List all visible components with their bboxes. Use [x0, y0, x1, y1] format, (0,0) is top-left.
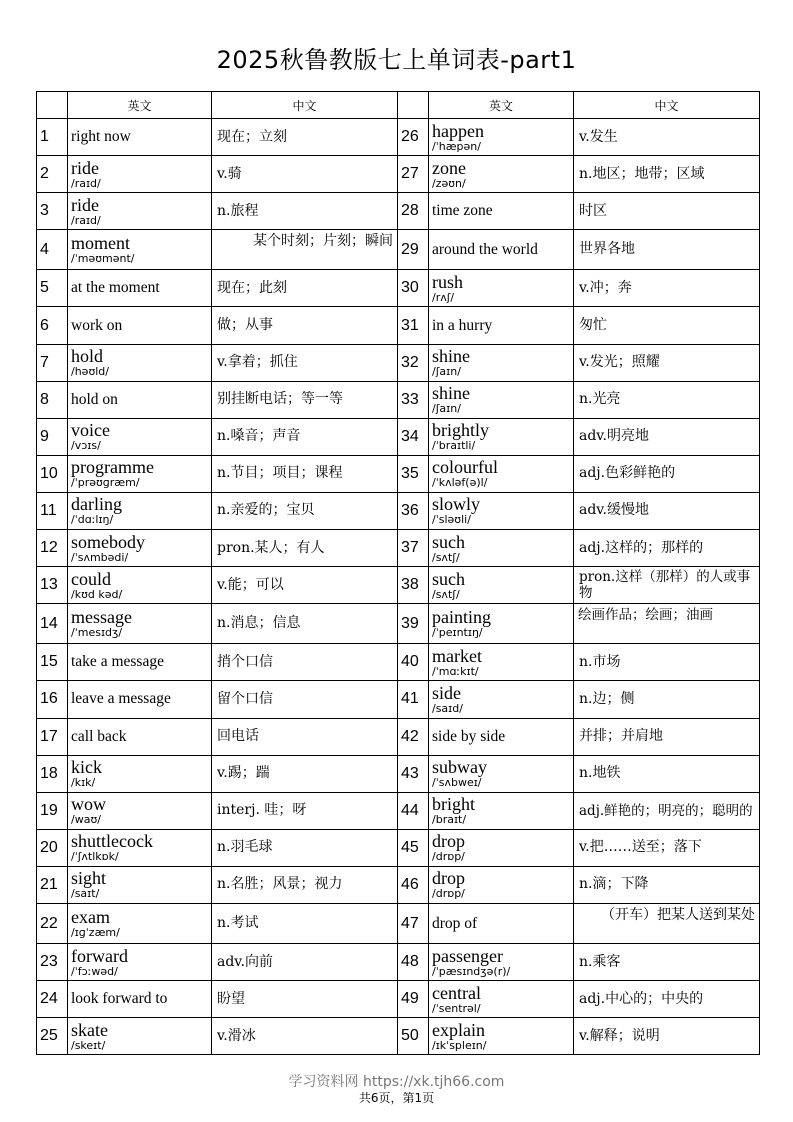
left-chinese-cell: 现在；此刻	[212, 270, 398, 307]
right-chinese-cell: adj.鲜艳的；明亮的；聪明的	[574, 792, 760, 829]
right-english-cell	[429, 755, 574, 792]
row-number-right: 31	[398, 307, 429, 344]
english-word: ride	[71, 157, 99, 178]
english-word: colourful	[432, 457, 498, 478]
left-chinese-cell: 捎个口信	[212, 644, 398, 681]
table-row	[37, 604, 760, 644]
row-number-right: 29	[398, 230, 429, 270]
english-word: around the world	[432, 240, 538, 258]
phonetic: /ˈsentrəl/	[432, 1001, 481, 1015]
right-english-cell	[429, 866, 574, 903]
table-body	[37, 119, 760, 1055]
row-number-right: 39	[398, 604, 429, 644]
phonetic: /ˈmɑːkɪt/	[432, 664, 479, 678]
right-chinese-cell: n.边；侧	[574, 681, 760, 718]
phonetic: /waʊ/	[71, 813, 101, 827]
header-chinese-left: 中文	[212, 92, 398, 119]
right-chinese-cell: adj.色彩鲜艳的	[574, 455, 760, 492]
english-word: message	[71, 607, 132, 628]
row-number-right: 37	[398, 530, 429, 567]
table-row	[37, 829, 760, 866]
english-word: leave a message	[71, 690, 171, 708]
right-chinese-cell: v.发生	[574, 119, 760, 156]
english-word: hold on	[71, 390, 118, 408]
row-number-right: 43	[398, 755, 429, 792]
row-number-right: 49	[398, 981, 429, 1018]
english-word: shine	[432, 346, 470, 367]
english-word: zone	[432, 157, 466, 178]
phonetic: /raɪd/	[71, 176, 101, 190]
row-number-right: 33	[398, 381, 429, 418]
table-header-row	[37, 92, 760, 119]
left-english-cell	[68, 307, 212, 344]
right-chinese-cell: adj.中心的；中央的	[574, 981, 760, 1018]
table-row	[37, 119, 760, 156]
english-word: wow	[71, 794, 106, 815]
left-english-cell	[68, 866, 212, 903]
table-row	[37, 418, 760, 455]
row-number-left: 3	[37, 193, 68, 230]
right-english-cell	[429, 492, 574, 529]
english-word: forward	[71, 945, 128, 966]
row-number-right: 35	[398, 455, 429, 492]
english-word: side	[432, 682, 461, 703]
table-row	[37, 307, 760, 344]
phonetic: /ˈsʌmbədi/	[71, 550, 129, 564]
english-word: shuttlecock	[71, 831, 153, 852]
left-chinese-cell: n.名胜；风景；视力	[212, 866, 398, 903]
english-word: painting	[432, 607, 491, 628]
table-row	[37, 156, 760, 193]
left-chinese-cell: v.拿着；抓住	[212, 344, 398, 381]
left-chinese-cell: n.节目；项目；课程	[212, 455, 398, 492]
left-english-cell	[68, 193, 212, 230]
phonetic: /ˈmesɪdʒ/	[71, 626, 123, 640]
row-number-left: 4	[37, 230, 68, 270]
table-row	[37, 644, 760, 681]
row-number-left: 21	[37, 866, 68, 903]
left-chinese-cell: v.骑	[212, 156, 398, 193]
english-word: exam	[71, 907, 110, 928]
english-word: happen	[432, 120, 484, 141]
table-row	[37, 455, 760, 492]
right-chinese-cell: n.乘客	[574, 944, 760, 981]
right-english-cell	[429, 944, 574, 981]
row-number-left: 22	[37, 903, 68, 943]
row-number-left: 1	[37, 119, 68, 156]
phonetic: /ˈpæsɪndʒə(r)/	[432, 964, 511, 978]
right-english-cell	[429, 193, 574, 230]
phonetic: /ˈpeɪntɪŋ/	[432, 626, 483, 640]
english-word: at the moment	[71, 279, 160, 297]
right-chinese-cell: 绘画作品；绘画；油画	[574, 604, 760, 644]
english-word: side by side	[432, 727, 506, 745]
left-english-cell	[68, 418, 212, 455]
left-english-cell	[68, 792, 212, 829]
row-number-left: 25	[37, 1018, 68, 1055]
left-chinese-cell: 回电话	[212, 718, 398, 755]
left-english-cell	[68, 681, 212, 718]
row-number-left: 5	[37, 270, 68, 307]
right-chinese-cell: n.滴；下降	[574, 866, 760, 903]
phonetic: /kɪk/	[71, 776, 96, 790]
right-chinese-cell: v.冲；奔	[574, 270, 760, 307]
english-word: moment	[71, 233, 130, 254]
header-english-left: 英文	[68, 92, 212, 119]
english-word: rush	[432, 271, 463, 292]
right-english-cell	[429, 829, 574, 866]
right-english-cell	[429, 156, 574, 193]
page-title: 2025秋鲁教版七上单词表-part1	[216, 46, 577, 74]
table-row	[37, 718, 760, 755]
right-chinese-cell: v.解释；说明	[574, 1018, 760, 1055]
left-english-cell	[68, 567, 212, 604]
right-english-cell	[429, 381, 574, 418]
row-number-left: 10	[37, 455, 68, 492]
phonetic: /sʌtʃ/	[432, 550, 460, 564]
right-chinese-cell: 时区	[574, 193, 760, 230]
right-english-cell	[429, 270, 574, 307]
left-chinese-cell: v.滑冰	[212, 1018, 398, 1055]
english-word: drop of	[432, 914, 478, 932]
english-word: sight	[71, 868, 107, 889]
row-number-left: 7	[37, 344, 68, 381]
right-chinese-cell: adv.缓慢地	[574, 492, 760, 529]
phonetic: /rʌʃ/	[432, 290, 455, 304]
right-chinese-cell: n.地区；地带；区域	[574, 156, 760, 193]
right-english-cell	[429, 604, 574, 644]
english-word: brightly	[432, 420, 489, 441]
right-english-cell	[429, 1018, 574, 1055]
right-english-cell	[429, 307, 574, 344]
left-chinese-cell: 盼望	[212, 981, 398, 1018]
header-num-right	[398, 92, 429, 119]
english-word: drop	[432, 868, 465, 889]
left-english-cell	[68, 755, 212, 792]
left-english-cell	[68, 903, 212, 943]
row-number-left: 8	[37, 381, 68, 418]
left-english-cell	[68, 829, 212, 866]
english-word: ride	[71, 194, 99, 215]
row-number-right: 26	[398, 119, 429, 156]
table-row	[37, 981, 760, 1018]
right-chinese-cell: n.地铁	[574, 755, 760, 792]
left-chinese-cell: adv.向前	[212, 944, 398, 981]
table-row	[37, 270, 760, 307]
header-english-right: 英文	[429, 92, 574, 119]
left-english-cell	[68, 1018, 212, 1055]
left-chinese-cell: v.踢；踹	[212, 755, 398, 792]
left-chinese-cell: n.嗓音；声音	[212, 418, 398, 455]
english-word: bright	[432, 794, 475, 815]
table-row	[37, 903, 760, 943]
left-chinese-cell: interj. 哇；呀	[212, 792, 398, 829]
right-chinese-cell: adj.这样的；那样的	[574, 530, 760, 567]
row-number-left: 17	[37, 718, 68, 755]
english-word: in a hurry	[432, 316, 493, 334]
left-chinese-cell: n.亲爱的；宝贝	[212, 492, 398, 529]
row-number-right: 45	[398, 829, 429, 866]
english-word: skate	[71, 1019, 108, 1040]
english-word: central	[432, 982, 481, 1003]
left-chinese-cell: 别挂断电话；等一等	[212, 381, 398, 418]
row-number-right: 30	[398, 270, 429, 307]
english-word: darling	[71, 494, 122, 515]
row-number-right: 38	[398, 567, 429, 604]
english-word: look forward to	[71, 990, 168, 1008]
row-number-left: 24	[37, 981, 68, 1018]
left-english-cell	[68, 156, 212, 193]
row-number-left: 20	[37, 829, 68, 866]
row-number-left: 19	[37, 792, 68, 829]
phonetic: /kʊd kəd/	[71, 587, 123, 601]
table-row	[37, 866, 760, 903]
phonetic: /drɒp/	[432, 850, 465, 864]
right-english-cell	[429, 344, 574, 381]
phonetic: /saɪt/	[71, 887, 100, 901]
row-number-right: 40	[398, 644, 429, 681]
right-chinese-cell: n.市场	[574, 644, 760, 681]
english-word: somebody	[71, 531, 145, 552]
phonetic: /ˈhæpən/	[432, 139, 481, 153]
left-english-cell	[68, 644, 212, 681]
left-english-cell	[68, 981, 212, 1018]
vocabulary-table	[36, 91, 760, 1055]
right-english-cell	[429, 903, 574, 943]
right-chinese-cell: pron.这样（那样）的人或事物	[574, 567, 760, 604]
phonetic: /raɪd/	[71, 213, 101, 227]
right-chinese-cell: v.把……送至；落下	[574, 829, 760, 866]
left-english-cell	[68, 718, 212, 755]
phonetic: /braɪt/	[432, 813, 467, 827]
english-word: such	[432, 531, 465, 552]
english-word: slowly	[432, 494, 481, 515]
left-english-cell	[68, 604, 212, 644]
left-english-cell	[68, 492, 212, 529]
right-english-cell	[429, 418, 574, 455]
table-row	[37, 1018, 760, 1055]
right-english-cell	[429, 567, 574, 604]
row-number-left: 2	[37, 156, 68, 193]
left-chinese-cell: n.考试	[212, 903, 398, 943]
left-english-cell	[68, 944, 212, 981]
row-number-left: 16	[37, 681, 68, 718]
phonetic: /ˈsʌbweɪ/	[432, 776, 482, 790]
left-chinese-cell: n.羽毛球	[212, 829, 398, 866]
row-number-right: 28	[398, 193, 429, 230]
right-english-cell	[429, 230, 574, 270]
phonetic: /ɪɡˈzæm/	[71, 926, 120, 940]
header-chinese-right: 中文	[574, 92, 760, 119]
english-word: market	[432, 645, 482, 666]
row-number-right: 42	[398, 718, 429, 755]
footer-page-number: 共6页，第1页	[358, 1091, 435, 1105]
right-english-cell	[429, 681, 574, 718]
left-english-cell	[68, 119, 212, 156]
row-number-right: 41	[398, 681, 429, 718]
english-word: passenger	[432, 945, 503, 966]
left-english-cell	[68, 381, 212, 418]
right-chinese-cell: 并排；并肩地	[574, 718, 760, 755]
phonetic: /ˈfɔːwəd/	[71, 964, 118, 978]
left-chinese-cell: 现在；立刻	[212, 119, 398, 156]
left-chinese-cell: pron.某人；有人	[212, 530, 398, 567]
phonetic: /vɔɪs/	[71, 439, 101, 453]
phonetic: /sʌtʃ/	[432, 587, 460, 601]
right-english-cell	[429, 455, 574, 492]
row-number-left: 6	[37, 307, 68, 344]
phonetic: /ʃaɪn/	[432, 365, 461, 379]
english-word: hold	[71, 346, 104, 367]
table-row	[37, 530, 760, 567]
english-word: subway	[432, 757, 487, 778]
english-word: could	[71, 568, 111, 589]
table-row	[37, 381, 760, 418]
left-english-cell	[68, 455, 212, 492]
english-word: take a message	[71, 653, 164, 671]
table-row	[37, 681, 760, 718]
right-english-cell	[429, 530, 574, 567]
table-row	[37, 492, 760, 529]
right-english-cell	[429, 792, 574, 829]
row-number-left: 15	[37, 644, 68, 681]
table-row	[37, 344, 760, 381]
english-word: kick	[71, 757, 102, 778]
row-number-right: 46	[398, 866, 429, 903]
row-number-left: 11	[37, 492, 68, 529]
right-chinese-cell: 匆忙	[574, 307, 760, 344]
row-number-right: 44	[398, 792, 429, 829]
phonetic: /ˈdɑːlɪŋ/	[71, 513, 114, 527]
phonetic: /ˈʃʌtlkɒk/	[71, 850, 119, 864]
english-word: work on	[71, 316, 123, 334]
row-number-left: 14	[37, 604, 68, 644]
phonetic: /drɒp/	[432, 887, 465, 901]
phonetic: /zəʊn/	[432, 176, 466, 190]
right-english-cell	[429, 644, 574, 681]
phonetic: /ˈsləʊli/	[432, 513, 471, 527]
english-word: shine	[432, 383, 470, 404]
phonetic: /ʃaɪn/	[432, 402, 461, 416]
table-row	[37, 567, 760, 604]
right-english-cell	[429, 718, 574, 755]
left-chinese-cell: n.旅程	[212, 193, 398, 230]
row-number-right: 27	[398, 156, 429, 193]
row-number-right: 48	[398, 944, 429, 981]
table-row	[37, 944, 760, 981]
english-word: call back	[71, 727, 127, 745]
row-number-left: 9	[37, 418, 68, 455]
right-chinese-cell: v.发光；照耀	[574, 344, 760, 381]
left-chinese-cell: n.消息；信息	[212, 604, 398, 644]
right-english-cell	[429, 981, 574, 1018]
row-number-right: 50	[398, 1018, 429, 1055]
english-word: voice	[71, 420, 110, 441]
table-row	[37, 230, 760, 270]
right-chinese-cell: （开车）把某人送到某处	[574, 903, 760, 943]
table-row	[37, 193, 760, 230]
row-number-right: 34	[398, 418, 429, 455]
phonetic: /saɪd/	[432, 701, 463, 715]
left-chinese-cell: 某个时刻；片刻；瞬间	[212, 230, 398, 270]
phonetic: /ˈkʌləf(ə)l/	[432, 476, 488, 490]
row-number-right: 36	[398, 492, 429, 529]
row-number-right: 32	[398, 344, 429, 381]
phonetic: /ɪkˈspleɪn/	[432, 1038, 487, 1052]
english-word: time zone	[432, 202, 493, 220]
left-english-cell	[68, 270, 212, 307]
phonetic: /ˈprəʊɡræm/	[71, 476, 140, 490]
english-word: explain	[432, 1019, 485, 1040]
right-chinese-cell: 世界各地	[574, 230, 760, 270]
phonetic: /ˈbraɪtli/	[432, 439, 476, 453]
left-chinese-cell: 留个口信	[212, 681, 398, 718]
english-word: programme	[71, 457, 154, 478]
phonetic: /həʊld/	[71, 365, 109, 379]
phonetic: /ˈməʊmənt/	[71, 252, 135, 266]
english-word: right now	[71, 128, 131, 146]
left-english-cell	[68, 230, 212, 270]
left-chinese-cell: 做；从事	[212, 307, 398, 344]
row-number-left: 13	[37, 567, 68, 604]
header-num-left	[37, 92, 68, 119]
right-english-cell	[429, 119, 574, 156]
left-chinese-cell: v.能；可以	[212, 567, 398, 604]
row-number-left: 12	[37, 530, 68, 567]
table-row	[37, 755, 760, 792]
row-number-left: 23	[37, 944, 68, 981]
footer-site: 学习资料网 https://xk.tjh66.com	[288, 1074, 505, 1090]
row-number-right: 47	[398, 903, 429, 943]
phonetic: /skeɪt/	[71, 1038, 106, 1052]
row-number-left: 18	[37, 755, 68, 792]
english-word: such	[432, 568, 465, 589]
left-english-cell	[68, 530, 212, 567]
right-chinese-cell: adv.明亮地	[574, 418, 760, 455]
table-row	[37, 792, 760, 829]
left-english-cell	[68, 344, 212, 381]
english-word: drop	[432, 831, 465, 852]
right-chinese-cell: n.光亮	[574, 381, 760, 418]
